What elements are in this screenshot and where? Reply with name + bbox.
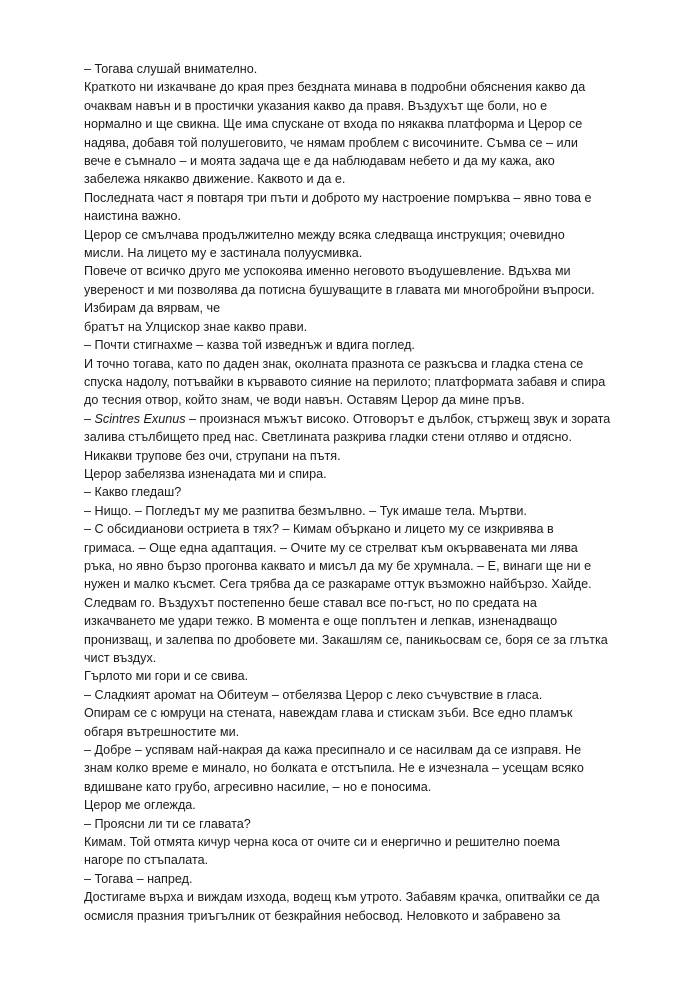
- incantation-phrase: Scintres Exunus: [94, 411, 186, 426]
- text-line: – Добре – успявам най-накрая да кажа пресипнало и се насилвам да се изправя. Не: [84, 743, 582, 758]
- text-line: осмисля празния триъгълник от безкрайния небосвод. Неловкото и забравено за: [84, 908, 561, 923]
- text-line: Опирам се с юмруци на стената, навеждам глава и стискам зъби. Все едно пламък: [84, 706, 573, 721]
- text-line: – Нищо. – Погледът му ме разпитва безмълвно. – Тук имаше тела. Мъртви.: [84, 503, 527, 518]
- text-line: нагоре по стъпалата.: [84, 853, 209, 868]
- text-line: – Сладкият аромат на Обитеум – отбелязва Церор с леко съчувствие в гласа.: [84, 687, 543, 702]
- text-line: – Почти стигнахме – казва той изведнъж и вдига поглед.: [84, 338, 415, 353]
- text-line: обгаря вътрешностите ми.: [84, 724, 240, 739]
- text-line: очаквам навън и в простички указания какво да правя. Въздухът ще боли, но е: [84, 98, 548, 113]
- text-line: – Проясни ли ти се главата?: [84, 816, 251, 831]
- text-line: Последната част я повтаря три пъти и доброто му настроение помръква – явно това е: [84, 190, 592, 205]
- text-line: Следвам го. Въздухът постепенно беше ставал все по-гъст, но по средата на: [84, 595, 537, 610]
- text-line-rest: – произнася мъжът високо. Отговорът е дълбок, стържещ звук и зората: [185, 411, 611, 426]
- text-line: ръка, но явно бързо прогонва каквато и мисъл да му бе хрумнала. – Е, винаги ще ни е: [84, 558, 592, 573]
- text-line: Никакви трупове без очи, струпани на пътя.: [84, 448, 341, 463]
- text-line: – Тогава слушай внимателно.: [84, 62, 258, 76]
- text-line: пронизващ, и залепва по дробовете ми. Закашлям се, паникьосвам се, боря се за глътка: [84, 632, 608, 647]
- text-line: Избирам да вярвам, че: [84, 301, 221, 316]
- text-line: спуска надолу, потъвайки в кървавото сияние на перилото; платформата забавя и спира: [84, 374, 606, 389]
- text-line: изкачването ме удари тежко. В момента е още поплътен и лепкав, изненадващо: [84, 614, 558, 629]
- text-line: гримаса. – Още една адаптация. – Очите му се стрелват към окървавената ми лява: [84, 540, 578, 555]
- text-line: Церор ме оглежда.: [84, 798, 196, 813]
- text-line: чист въздух.: [84, 651, 157, 665]
- text-line: вдишване като грубо, агресивно насилие, – но е поносима.: [84, 779, 432, 794]
- text-line: до тесния отвор, който знам, че води навън. Оставям Церор да мине пръв.: [84, 393, 525, 408]
- text-line: Кимам. Той отмята кичур черна коса от очите си и енергично и решително поема: [84, 835, 560, 850]
- text-line: братът на Улцискор знае какво прави.: [84, 319, 308, 334]
- text-line: наистина важно.: [84, 209, 181, 224]
- text-line: увереност и ми позволява да потисна бушуващите в главата ми многобройни въпроси.: [84, 282, 595, 297]
- text-line: Церор се смълчава продължително между всяка следваща инструкция; очевидно: [84, 227, 565, 242]
- text-line: нужен и малко късмет. Сега трябва да се разкараме оттук възможно найбързо. Хайде.: [84, 577, 592, 592]
- text-line-with-incantation: – Scintres Exunus – произнася мъжът високо. Отговорът е дълбок, стържещ звук и зората: [84, 411, 611, 426]
- text-line: И точно тогава, като по даден знак, околната празнота се разкъсва и гладка стена се: [84, 356, 584, 371]
- text-line: – Тогава – напред.: [84, 871, 193, 886]
- text-line: Краткото ни изкачване до края през бездната минава в подробни обяснения какво да: [84, 80, 586, 95]
- text-line: надява, добавя той полушеговито, че нямам проблем с височините. Съмва се – или: [84, 135, 578, 150]
- text-line: Гърлото ми гори и се свива.: [84, 669, 249, 684]
- text-line: нормално и ще свикна. Ще има спускане от входа по някаква платформа и Церор се: [84, 117, 583, 132]
- text-line: Повече от всичко друго ме успокоява именно неговото въодушевление. Вдъхва ми: [84, 264, 571, 279]
- text-line: – Какво гледаш?: [84, 485, 182, 500]
- text-line: мисли. На лицето му е застинала полуусмивка.: [84, 246, 363, 261]
- text-line: вече е съмнало – и моята задача ще е да наблюдавам небето и да му кажа, ако: [84, 154, 555, 169]
- text-line: знам колко време е минало, но болката е отстъпила. Не е изчезнала – усещам всяко: [84, 761, 584, 776]
- text-line: забележа някакво движение. Каквото и да е.: [84, 172, 346, 187]
- document-page: [84, 60, 644, 925]
- text-line: Достигаме върха и виждам изхода, водещ към утрото. Забавям крачка, опитвайки се да: [84, 890, 600, 905]
- text-line: – С обсидианови остриета в тях? – Кимам объркано и лицето му се изкривява в: [84, 522, 554, 537]
- text-line: Церор забелязва изненадата ми и спира.: [84, 466, 327, 481]
- text-line: залива стълбището пред нас. Светлината разкрива гладки стени отляво и отдясно.: [84, 430, 572, 445]
